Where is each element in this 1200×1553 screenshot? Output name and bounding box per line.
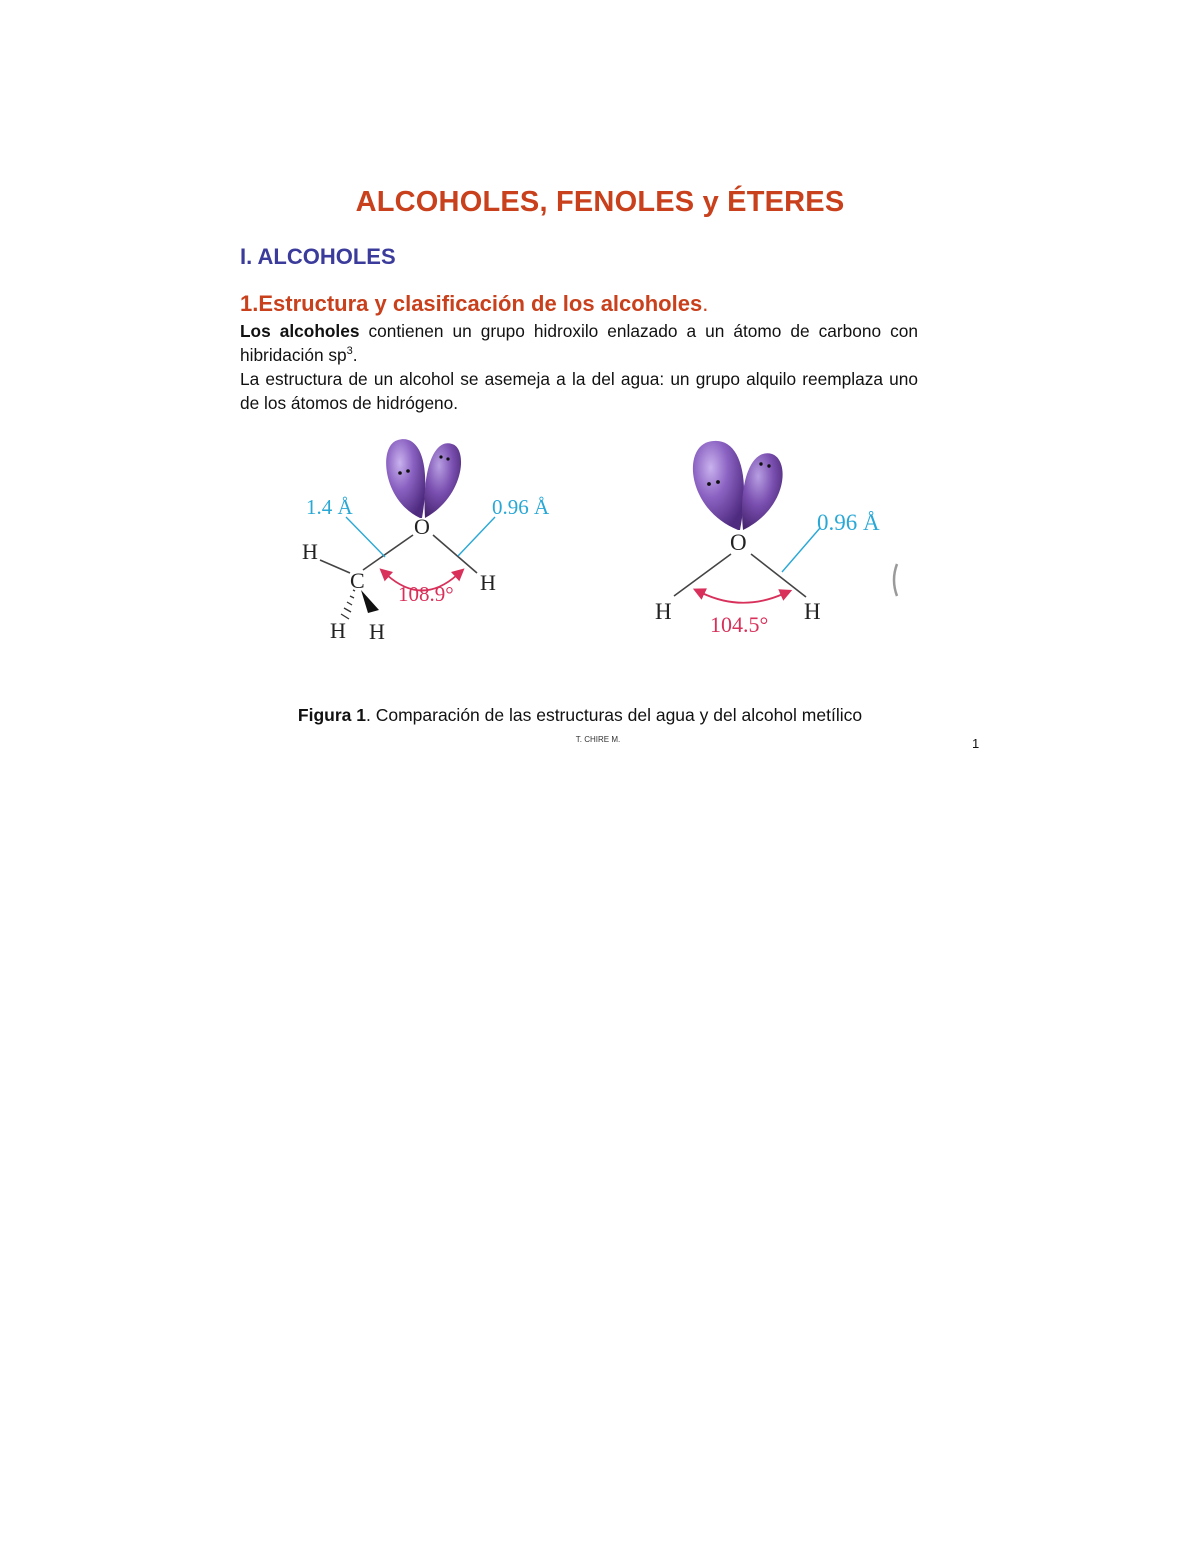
- water-oxygen-label: O: [730, 530, 747, 555]
- paragraph-1-trailing: .: [352, 345, 358, 365]
- paragraph-1-superscript: 3: [346, 345, 353, 358]
- water-h-right-label: H: [804, 599, 821, 624]
- page-number: 1: [972, 736, 980, 751]
- methanol-molecule: [302, 439, 550, 644]
- water-h-left-label: H: [655, 599, 672, 624]
- methanol-h-bottom-right-label: H: [369, 619, 385, 644]
- figure-caption-text: . Comparación de las estructuras del agua y del alcohol metílico: [365, 705, 863, 725]
- paragraph-1-text: contienen un grupo hidroxilo enlazado a un átomo de carbono con hibridación sp: [240, 321, 918, 365]
- footer-author: T. CHIRE M.: [575, 735, 621, 744]
- edge-mark: [894, 564, 897, 596]
- water-bond-o-h-label: 0.96 Å: [817, 510, 880, 535]
- methanol-oxygen-label: O: [414, 514, 430, 539]
- methanol-lone-pair-lobes: [386, 439, 461, 518]
- section-heading: I. ALCOHOLES: [240, 244, 396, 269]
- methanol-h-bottom-left-label: H: [330, 618, 346, 643]
- water-molecule: [655, 441, 880, 637]
- molecule-figure: [290, 430, 910, 660]
- methanol-bond-c-o-label: 1.4 Å: [306, 495, 353, 519]
- page-title: ALCOHOLES, FENOLES y ÉTERES: [355, 186, 845, 218]
- paragraph-1-bold-lead: Los alcoholes: [240, 321, 360, 341]
- paragraph-1: [240, 319, 918, 367]
- methanol-angle-label: 108.9°: [398, 582, 454, 606]
- methanol-h-top-label: H: [302, 539, 318, 564]
- methanol-bond-o-h-label: 0.96 Å: [492, 495, 550, 519]
- water-lone-pair-lobes: [693, 441, 783, 530]
- solid-wedge: [361, 590, 379, 613]
- subsection-heading-text: 1.Estructura y clasificación de los alcoholes: [240, 291, 703, 316]
- figure-caption-label: Figura 1: [297, 705, 366, 725]
- paragraph-2: La estructura de un alcohol se asemeja a la del agua: un grupo alquilo reemplaza uno de los átomos de hidrógeno.: [240, 369, 918, 413]
- body-text: [240, 319, 918, 415]
- subsection-heading-suffix: .: [702, 291, 709, 316]
- methanol-h-right-label: H: [480, 570, 496, 595]
- hashed-wedge: [341, 590, 355, 619]
- figure-caption: [0, 705, 1160, 726]
- methanol-carbon-label: C: [350, 568, 365, 593]
- subsection-heading: [240, 291, 708, 317]
- water-angle-label: 104.5°: [710, 612, 769, 637]
